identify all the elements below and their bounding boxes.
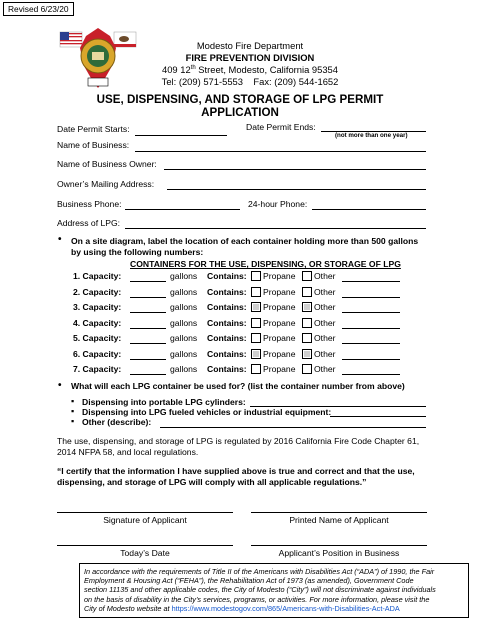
propane-label: Propane (263, 302, 296, 312)
fire-department-logo (58, 26, 138, 92)
container-capacity-field[interactable] (130, 343, 166, 344)
use-vehicles-label: ▪ Dispensing into LPG fueled vehicles or industrial equipment: (82, 407, 331, 417)
other-describe-field[interactable] (342, 328, 400, 329)
propane-checkbox[interactable] (251, 364, 261, 374)
container-gallons-label: gallons (170, 271, 198, 281)
date-start-label: Date Permit Starts: (57, 124, 130, 134)
container-contains-label: Contains: (207, 364, 247, 374)
use-vehicles-field[interactable] (330, 416, 426, 417)
ada-link[interactable]: https://www.modestogov.com/865/Americans-with-Disabilities-Act-ADA (171, 603, 400, 613)
container-contains-label: Contains: (207, 271, 247, 281)
other-label: Other (314, 318, 336, 328)
container-gallons-label: gallons (170, 349, 198, 359)
container-capacity-label: 2. Capacity: (73, 287, 122, 297)
container-contains-label: Contains: (207, 349, 247, 359)
propane-label: Propane (263, 333, 296, 343)
container-capacity-field[interactable] (130, 312, 166, 313)
form-title: USE, DISPENSING, AND STORAGE OF LPG PERMIT APPLICATION (96, 93, 384, 119)
container-capacity-field[interactable] (130, 374, 166, 375)
propane-checkbox[interactable] (251, 302, 261, 312)
container-capacity-field[interactable] (130, 297, 166, 298)
container-capacity-field[interactable] (130, 281, 166, 282)
department-name: Modesto Fire Department (196, 40, 304, 51)
other-label: Other (314, 271, 336, 281)
other-checkbox[interactable] (302, 287, 312, 297)
business-phone-field[interactable] (125, 209, 240, 210)
propane-label: Propane (263, 349, 296, 359)
other-checkbox[interactable] (302, 271, 312, 281)
date-start-field[interactable] (135, 135, 227, 136)
propane-label: Propane (263, 287, 296, 297)
use-question: • What will each LPG container be used for? (list the container number from above) (71, 381, 405, 391)
department-header (150, 40, 350, 87)
other-checkbox[interactable] (302, 333, 312, 343)
other-label: Other (314, 364, 336, 374)
container-gallons-label: gallons (170, 333, 198, 343)
ada-notice: In accordance with the requirements of Title II of the Americans with Disabilities Act (“ADA”) of 1990, the Fair Employment & Housing Act (“FEHA”), the Rehabilitation Act of 1973 (as amended), Government Code section 11135 and other applicable codes, the City of Modesto (“City”) will not discriminate against individuals on the basis of disability in the City’s services, programs, or activities. For more information, please visit the City of Modesto website at https://www.modestogov.com/865/Americans-with-Disabilities-Act-ADA (79, 563, 469, 618)
regulation-text: The use, dispensing, and storage of LPG is regulated by 2016 California Fire Code Chapter 61, 2014 NFPA 58, and local regulations. (57, 436, 420, 457)
lpg-address-label: Address of LPG: (57, 218, 121, 228)
phone-24-field[interactable] (312, 209, 426, 210)
printed-name-label: Printed Name of Applicant (289, 515, 389, 525)
position-label: Applicant’s Position in Business (278, 548, 400, 558)
propane-checkbox[interactable] (251, 349, 261, 359)
propane-checkbox[interactable] (251, 333, 261, 343)
container-capacity-label: 4. Capacity: (73, 318, 122, 328)
site-diagram-instruction: • On a site diagram, label the location of each container holding more than 500 gallons by using the following numbers: (71, 236, 451, 257)
container-capacity-field[interactable] (130, 328, 166, 329)
business-name-label: Name of Business: (57, 140, 130, 150)
other-label: Other (314, 333, 336, 343)
container-capacity-label: 6. Capacity: (73, 349, 122, 359)
container-gallons-label: gallons (170, 302, 198, 312)
propane-checkbox[interactable] (251, 287, 261, 297)
propane-label: Propane (263, 364, 296, 374)
container-capacity-field[interactable] (130, 359, 166, 360)
other-checkbox[interactable] (302, 302, 312, 312)
containers-heading: CONTAINERS FOR THE USE, DISPENSING, OR STORAGE OF LPG (130, 259, 401, 269)
certification-statement: “I certify that the information I have supplied above is true and correct and that the use, dispensing, and storage of LPG will comply with all applicable regulations.” (57, 466, 415, 487)
mailing-address-label: Owner’s Mailing Address: (57, 179, 155, 189)
position-line[interactable] (251, 545, 427, 546)
other-checkbox[interactable] (302, 364, 312, 374)
business-phone-label: Business Phone: (57, 199, 122, 209)
other-describe-field[interactable] (342, 343, 400, 344)
department-phones: Tel: (209) 571-5553 Fax: (209) 544-1652 (161, 75, 339, 87)
other-describe-field[interactable] (342, 359, 400, 360)
container-capacity-label: 1. Capacity: (73, 271, 122, 281)
other-label: Other (314, 349, 336, 359)
lpg-address-field[interactable] (125, 228, 426, 229)
container-contains-label: Contains: (207, 302, 247, 312)
container-contains-label: Contains: (207, 333, 247, 343)
other-checkbox[interactable] (302, 318, 312, 328)
propane-checkbox[interactable] (251, 318, 261, 328)
other-describe-field[interactable] (342, 281, 400, 282)
revised-date-box: Revised 6/23/20 (3, 2, 74, 16)
use-other-label: ▪ Other (describe): (82, 417, 151, 427)
business-owner-label: Name of Business Owner: (57, 159, 157, 169)
division-name: FIRE PREVENTION DIVISION (185, 51, 315, 63)
container-gallons-label: gallons (170, 318, 198, 328)
date-end-label: Date Permit Ends: (246, 122, 316, 132)
container-capacity-label: 3. Capacity: (73, 302, 122, 312)
signature-label: Signature of Applicant (103, 515, 187, 525)
business-name-field[interactable] (135, 151, 426, 152)
phone-24-label: 24-hour Phone: (248, 199, 308, 209)
use-portable-label: ▪ Dispensing into portable LPG cylinders: (82, 397, 246, 407)
date-label: Today’s Date (120, 548, 170, 558)
container-gallons-label: gallons (170, 364, 198, 374)
other-describe-field[interactable] (342, 374, 400, 375)
other-label: Other (314, 287, 336, 297)
other-checkbox[interactable] (302, 349, 312, 359)
container-gallons-label: gallons (170, 287, 198, 297)
date-line[interactable] (57, 545, 233, 546)
container-capacity-label: 7. Capacity: (73, 364, 122, 374)
container-contains-label: Contains: (207, 287, 247, 297)
use-other-field[interactable] (160, 427, 426, 428)
mailing-address-field[interactable] (167, 189, 426, 190)
propane-label: Propane (263, 318, 296, 328)
other-describe-field[interactable] (342, 297, 400, 298)
propane-checkbox[interactable] (251, 271, 261, 281)
container-contains-label: Contains: (207, 318, 247, 328)
other-label: Other (314, 302, 336, 312)
container-capacity-label: 5. Capacity: (73, 333, 122, 343)
propane-label: Propane (263, 271, 296, 281)
signature-line[interactable] (57, 512, 233, 513)
business-owner-field[interactable] (164, 169, 426, 170)
printed-name-line[interactable] (251, 512, 427, 513)
date-end-note: (not more than one year) (335, 132, 408, 139)
other-describe-field[interactable] (342, 312, 400, 313)
department-address: 409 12th Street, Modesto, California 95354 (162, 64, 338, 76)
